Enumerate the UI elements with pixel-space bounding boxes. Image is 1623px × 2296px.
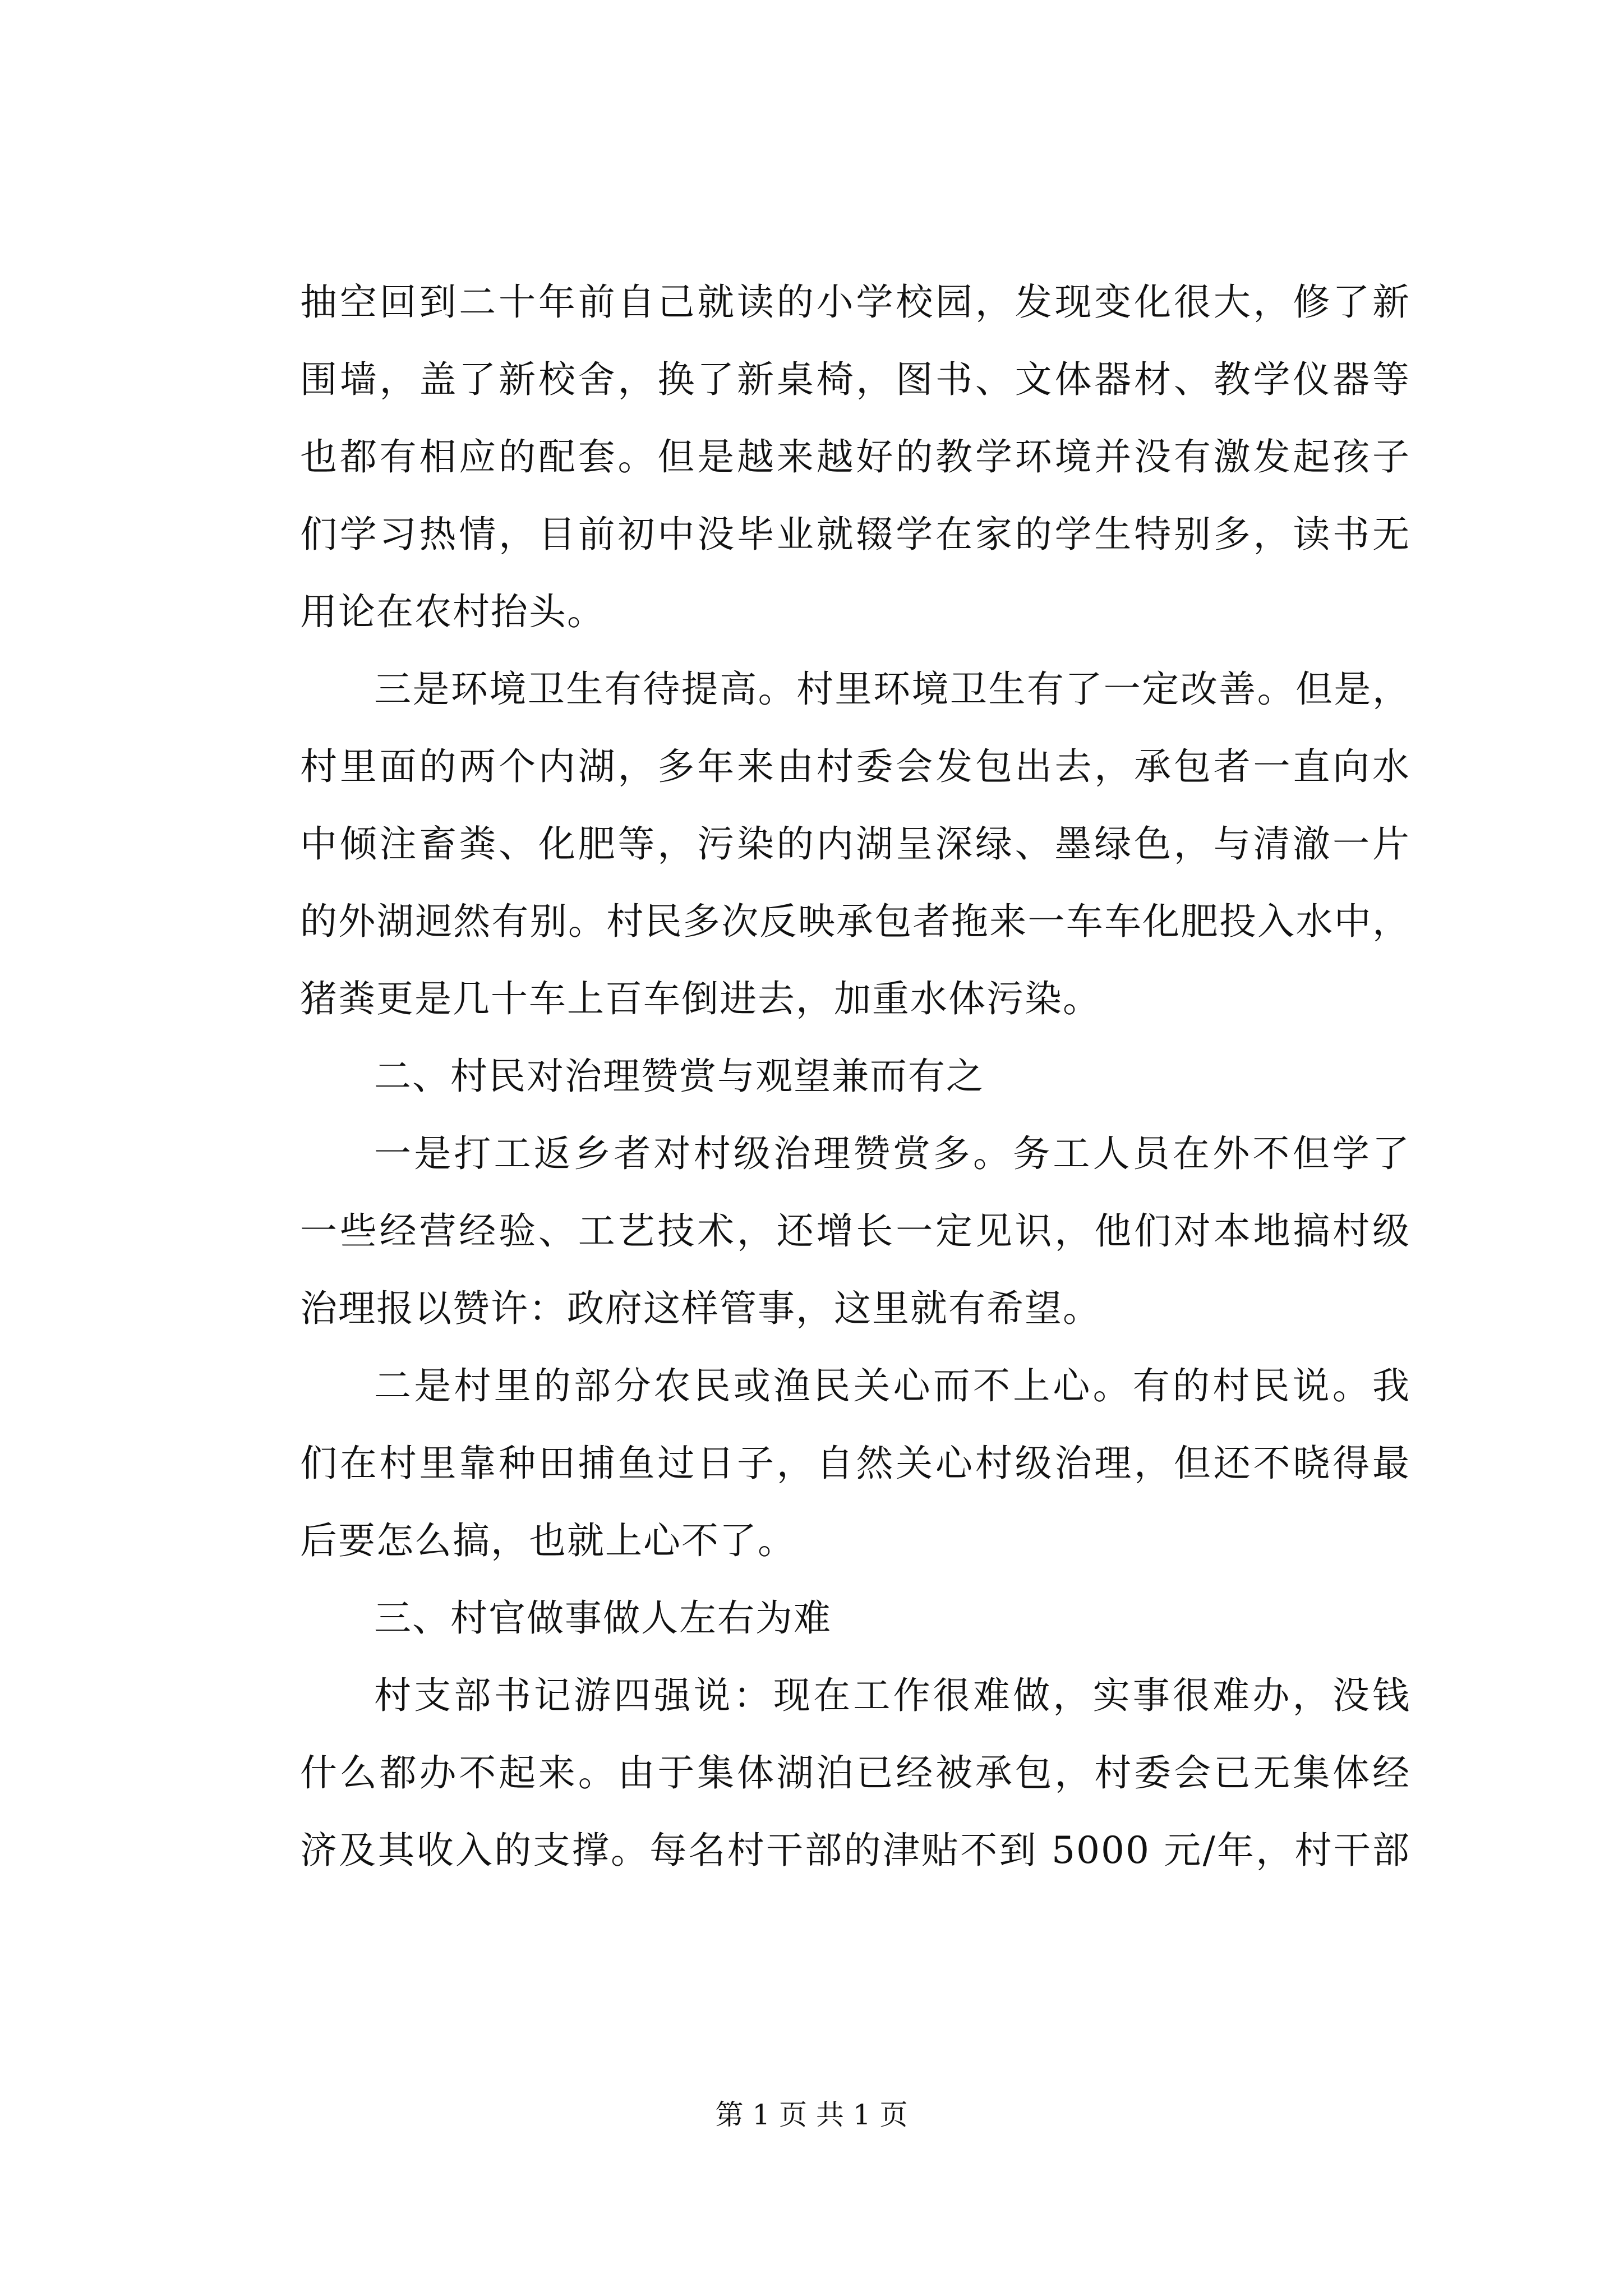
text-line: 围墙，盖了新校舍，换了新桌椅，图书、文体器材、教学仪器等 bbox=[300, 358, 1410, 401]
text-line: 一些经营经验、工艺技术，还增长一定见识，他们对本地搞村级 bbox=[300, 1209, 1410, 1253]
text-line: 村里面的两个内湖，多年来由村委会发包出去，承包者一直向水 bbox=[300, 745, 1410, 788]
text-line: 一是打工返乡者对村级治理赞赏多。务工人员在外不但学了 bbox=[374, 1132, 1410, 1175]
document-body bbox=[300, 264, 1410, 1889]
text-line: 三、村官做事做人左右为难 bbox=[374, 1596, 832, 1640]
text-line: 猪粪更是几十车上百车倒进去，加重水体污染。 bbox=[300, 977, 1101, 1020]
text-line: 们学习热情，目前初中没毕业就辍学在家的学生特别多，读书无 bbox=[300, 513, 1410, 556]
text-line: 抽空回到二十年前自己就读的小学校园，发现变化很大，修了新 bbox=[300, 280, 1410, 324]
text-line: 后要怎么搞，也就上心不了。 bbox=[300, 1519, 796, 1562]
text-line: 济及其收入的支撑。每名村干部的津贴不到 5000 元/年，村干部 bbox=[300, 1829, 1410, 1872]
text-line: 们在村里靠种田捕鱼过日子，自然关心村级治理，但还不晓得最 bbox=[300, 1442, 1410, 1485]
text-line: 治理报以赞许：政府这样管事，这里就有希望。 bbox=[300, 1287, 1101, 1330]
text-line: 什么都办不起来。由于集体湖泊已经被承包，村委会已无集体经 bbox=[300, 1751, 1410, 1795]
text-line: 中倾注畜粪、化肥等，污染的内湖呈深绿、墨绿色，与清澈一片 bbox=[300, 822, 1410, 866]
text-line: 三是环境卫生有待提高。村里环境卫生有了一定改善。但是， bbox=[374, 668, 1410, 711]
text-line: 村支部书记游四强说：现在工作很难做，实事很难办，没钱 bbox=[374, 1674, 1410, 1717]
text-line: 的外湖迥然有别。村民多次反映承包者拖来一车车化肥投入水中， bbox=[300, 900, 1410, 943]
text-line: 也都有相应的配套。但是越来越好的教学环境并没有激发起孩子 bbox=[300, 435, 1410, 478]
text-line: 二、村民对治理赞赏与观望兼而有之 bbox=[374, 1055, 984, 1098]
page-footer: 第 1 页 共 1 页 bbox=[715, 2099, 908, 2131]
text-line: 用论在农村抬头。 bbox=[300, 590, 605, 633]
text-line: 二是村里的部分农民或渔民关心而不上心。有的村民说。我 bbox=[374, 1364, 1410, 1407]
